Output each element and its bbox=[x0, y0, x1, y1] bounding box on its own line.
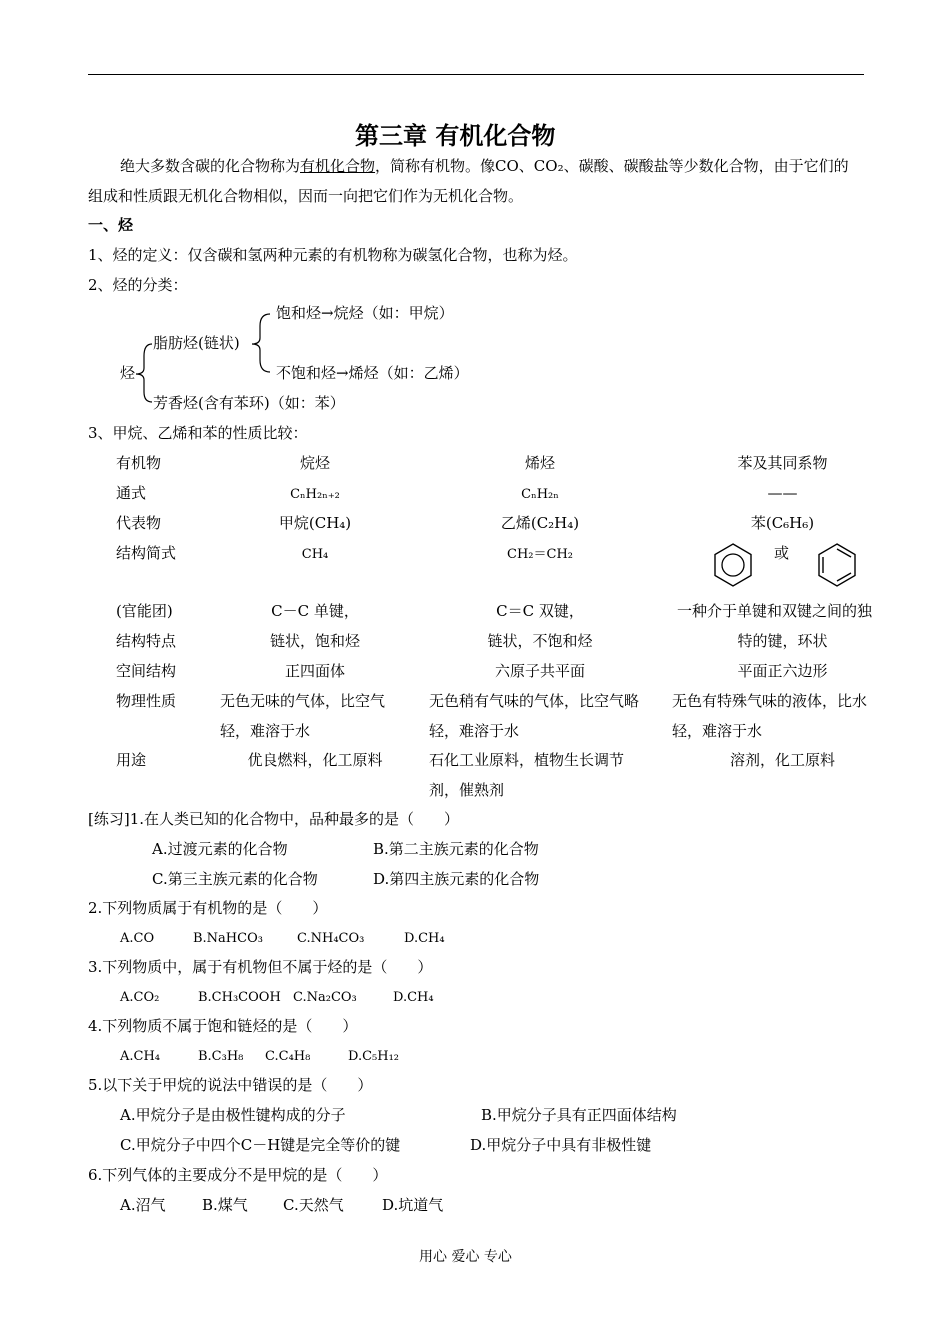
row-label-representative: 代表物 bbox=[116, 514, 162, 532]
exercise-q1: [练习]1.在人类已知的化合物中，品种最多的是（ ） bbox=[88, 810, 460, 828]
row-label-use: 用途 bbox=[116, 751, 147, 769]
cell-feat-alkane: 链状，饱和烃 bbox=[269, 632, 360, 650]
cell-rep-alkene: 乙烯(C₂H₄) bbox=[500, 514, 580, 532]
cell-space-alkane: 正四面体 bbox=[284, 662, 345, 680]
cell-use-alkene-1: 石化工业原料，植物生长调节 bbox=[429, 751, 625, 769]
table-header-benzene: 苯及其同系物 bbox=[737, 454, 828, 472]
q5-option-c: C.甲烷分子中四个C－H键是完全等价的键 bbox=[120, 1136, 401, 1154]
row-label-structure: 结构简式 bbox=[116, 544, 177, 562]
definition: 1、烃的定义：仅含碳和氢两种元素的有机物称为碳氢化合物，也称为烃。 bbox=[88, 246, 578, 264]
tree-saturated: 饱和烃→烷烃（如：甲烷） bbox=[276, 304, 454, 322]
q6-option-c: C.天然气 bbox=[283, 1196, 344, 1214]
row-label-physical: 物理性质 bbox=[116, 692, 177, 710]
table-header-alkane: 烷烃 bbox=[299, 454, 330, 472]
q4-option-c: C.C₄H₈ bbox=[265, 1049, 311, 1064]
page-footer: 用心 爱心 专心 bbox=[419, 1249, 512, 1265]
cell-rep-benzene: 苯(C₆H₆) bbox=[750, 514, 815, 532]
q2-option-a: A.CO bbox=[120, 931, 155, 946]
row-label-functional-group: (官能团) bbox=[116, 602, 173, 620]
q2-option-c: C.NH₄CO₃ bbox=[297, 931, 365, 946]
cell-phys-alkane-2: 轻，难溶于水 bbox=[220, 722, 311, 740]
cell-phys-benzene-2: 轻，难溶于水 bbox=[672, 722, 763, 740]
cell-feat-alkene: 链状，不饱和烃 bbox=[487, 632, 593, 650]
tree-root: 烃 bbox=[120, 364, 136, 382]
q1-option-c: C.第三主族元素的化合物 bbox=[152, 870, 318, 888]
q2-option-d: D.CH₄ bbox=[404, 931, 445, 946]
exercise-q3: 3.下列物质中，属于有机物但不属于烃的是（ ） bbox=[88, 958, 433, 976]
intro-line-2: 组成和性质跟无机化合物相似，因而一向把它们作为无机化合物。 bbox=[88, 187, 524, 205]
intro-text-pre: 绝大多数含碳的化合物称为 bbox=[120, 157, 301, 175]
intro-line-1 bbox=[120, 159, 849, 174]
cell-use-benzene: 溶剂，化工原料 bbox=[729, 751, 835, 769]
q6-option-d: D.坑道气 bbox=[382, 1196, 444, 1214]
exercise-q2: 2.下列物质属于有机物的是（ ） bbox=[88, 899, 328, 917]
header-rule bbox=[88, 74, 864, 75]
cell-struct-alkane: CH₄ bbox=[301, 547, 329, 562]
classification-title: 2、烃的分类： bbox=[88, 276, 188, 294]
exercise-q4: 4.下列物质不属于饱和链烃的是（ ） bbox=[88, 1017, 358, 1035]
intro-underlined-term: 有机化合物 bbox=[300, 157, 376, 175]
q5-option-b: B.甲烷分子具有正四面体结构 bbox=[481, 1106, 677, 1124]
cell-use-alkene-2: 剂，催熟剂 bbox=[429, 781, 505, 799]
page-title: 第三章 有机化合物 bbox=[355, 122, 556, 150]
intro-text-post: ，简称有机物。像CO、CO₂、碳酸、碳酸盐等少数化合物，由于它们的 bbox=[375, 157, 849, 175]
section-heading: 一、烃 bbox=[88, 216, 134, 234]
q1-option-b: B.第二主族元素的化合物 bbox=[373, 840, 539, 858]
q5-option-a: A.甲烷分子是由极性键构成的分子 bbox=[120, 1106, 346, 1124]
row-label-space: 空间结构 bbox=[116, 662, 177, 680]
cell-fg-benzene: 一种介于单键和双键之间的独 bbox=[677, 602, 873, 620]
q1-option-a: A.过渡元素的化合物 bbox=[152, 840, 288, 858]
cell-rep-alkane: 甲烷(CH₄) bbox=[278, 514, 352, 532]
q3-option-c: C.Na₂CO₃ bbox=[293, 990, 357, 1005]
benzene-circle-structure bbox=[708, 540, 758, 590]
benzene-kekule-structure bbox=[812, 540, 862, 590]
tree-aliphatic: 脂肪烃(链状) bbox=[153, 334, 240, 352]
cell-space-benzene: 平面正六边形 bbox=[737, 662, 828, 680]
cell-struct-or: 或 bbox=[774, 544, 790, 562]
row-label-feature: 结构特点 bbox=[116, 632, 177, 650]
table-header-label: 有机物 bbox=[116, 454, 162, 472]
q4-option-d: D.C₅H₁₂ bbox=[348, 1049, 400, 1064]
exercise-q5: 5.以下关于甲烷的说法中错误的是（ ） bbox=[88, 1076, 373, 1094]
cell-formula-alkene: CₙH₂ₙ bbox=[521, 487, 559, 502]
table-header-alkene: 烯烃 bbox=[524, 454, 555, 472]
q3-option-b: B.CH₃COOH bbox=[198, 990, 281, 1005]
cell-fg-alkene: C＝C 双键， bbox=[496, 602, 584, 620]
comparison-title: 3、甲烷、乙烯和苯的性质比较： bbox=[88, 424, 308, 442]
cell-fg-alkane: C－C 单键， bbox=[271, 602, 359, 620]
tree-braces bbox=[130, 300, 280, 420]
cell-struct-alkene: CH₂＝CH₂ bbox=[507, 547, 573, 562]
cell-phys-alkene-1: 无色稍有气味的气体，比空气略 bbox=[429, 692, 640, 710]
q6-option-a: A.沼气 bbox=[120, 1196, 166, 1214]
cell-space-alkene: 六原子共平面 bbox=[494, 662, 585, 680]
cell-phys-alkene-2: 轻，难溶于水 bbox=[429, 722, 520, 740]
exercise-q6: 6.下列气体的主要成分不是甲烷的是（ ） bbox=[88, 1166, 388, 1184]
q2-option-b: B.NaHCO₃ bbox=[193, 931, 263, 946]
q5-option-d: D.甲烷分子中具有非极性键 bbox=[470, 1136, 652, 1154]
cell-phys-benzene-1: 无色有特殊气味的液体，比水 bbox=[672, 692, 868, 710]
q4-option-b: B.C₃H₈ bbox=[198, 1049, 244, 1064]
tree-aromatic: 芳香烃(含有苯环)（如：苯） bbox=[153, 394, 345, 412]
cell-feat-benzene: 特的键，环状 bbox=[737, 632, 828, 650]
q3-option-a: A.CO₂ bbox=[120, 990, 160, 1005]
cell-formula-alkane: CₙH₂ₙ₊₂ bbox=[290, 487, 340, 502]
cell-phys-alkane-1: 无色无味的气体，比空气 bbox=[220, 692, 386, 710]
cell-use-alkane: 优良燃料，化工原料 bbox=[247, 751, 383, 769]
row-label-formula: 通式 bbox=[116, 484, 147, 502]
q6-option-b: B.煤气 bbox=[202, 1196, 248, 1214]
cell-formula-benzene: —— bbox=[767, 484, 798, 502]
q1-option-d: D.第四主族元素的化合物 bbox=[373, 870, 540, 888]
q4-option-a: A.CH₄ bbox=[120, 1049, 161, 1064]
tree-unsaturated: 不饱和烃→烯烃（如：乙烯） bbox=[276, 364, 469, 382]
q3-option-d: D.CH₄ bbox=[393, 990, 434, 1005]
